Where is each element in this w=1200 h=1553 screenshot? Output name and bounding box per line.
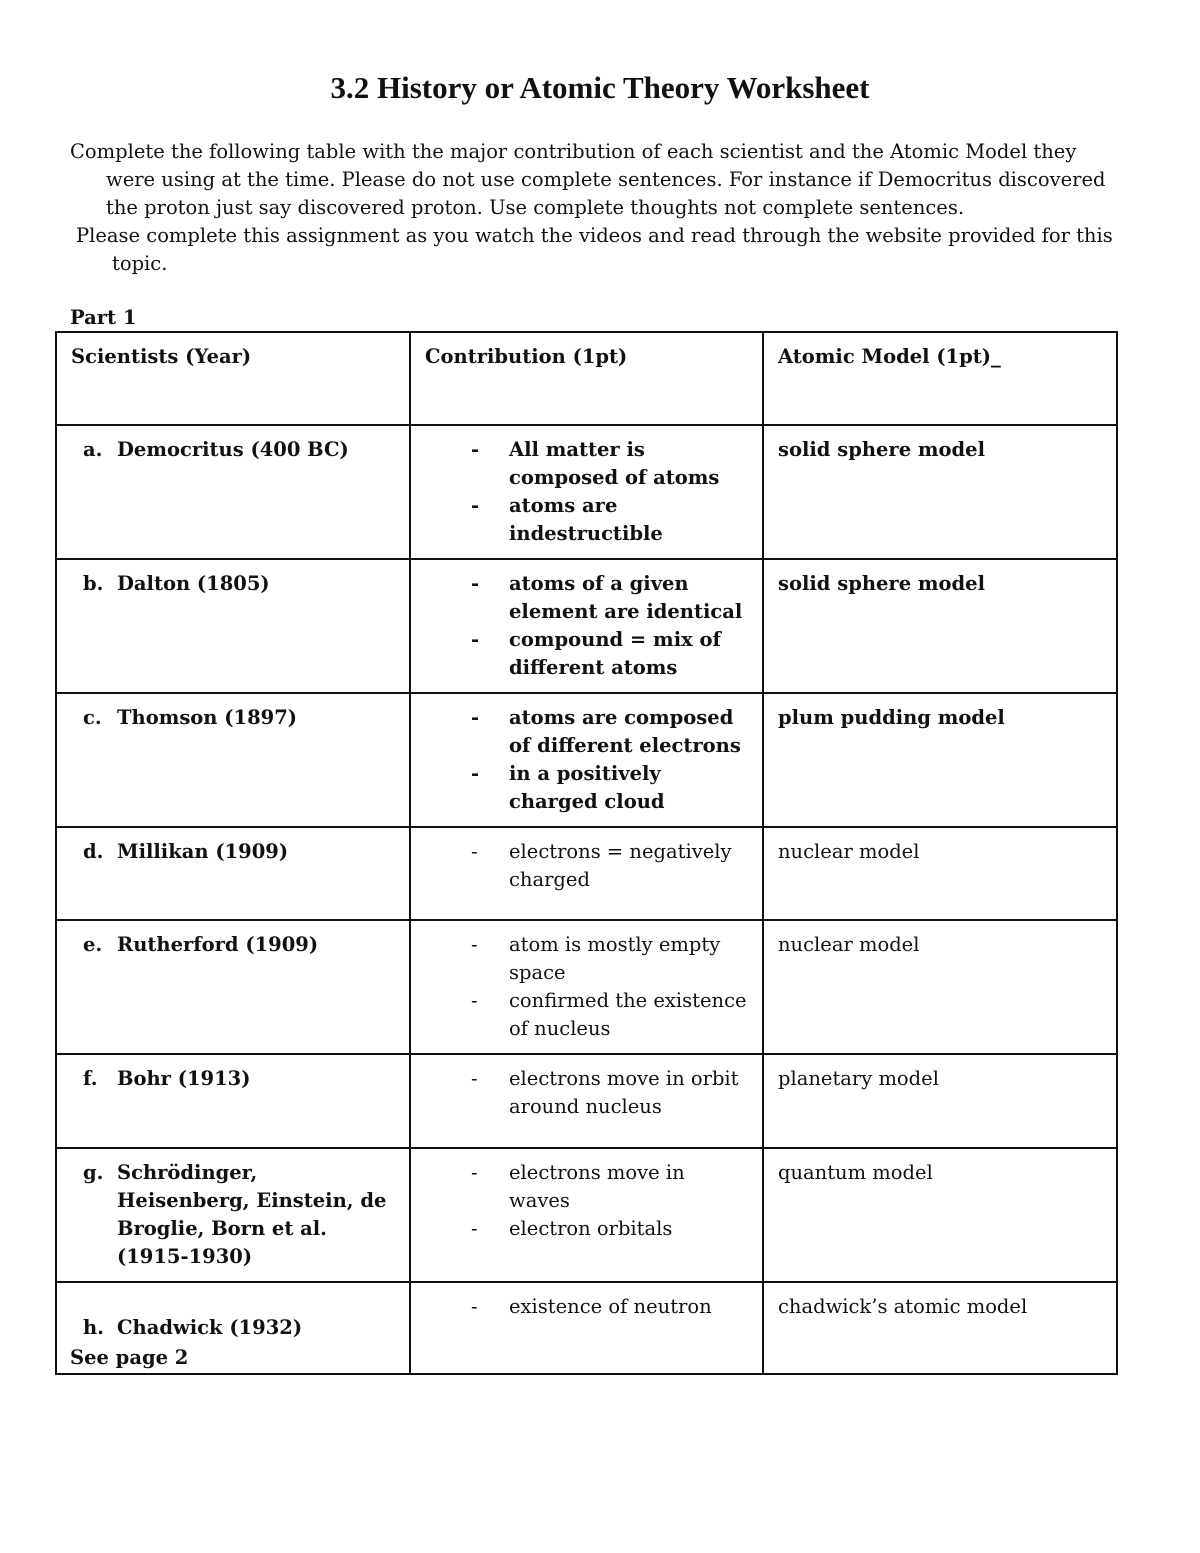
row-letter: b. <box>83 572 104 595</box>
table-header-row <box>56 332 1117 425</box>
table-row <box>56 559 1117 693</box>
contribution-cell <box>410 1054 763 1148</box>
row-letter: c. <box>83 706 102 729</box>
contribution-list <box>425 838 748 894</box>
scientist-entry <box>71 1314 395 1342</box>
table-row <box>56 920 1117 1054</box>
atomic-model-cell: quantum model <box>763 1148 1117 1282</box>
contribution-item: - atoms are indestructible <box>465 492 748 548</box>
table-row <box>56 1054 1117 1148</box>
see-page-note: See page 2 <box>70 1346 189 1369</box>
row-letter: f. <box>83 1067 98 1090</box>
table-row <box>56 693 1117 827</box>
atomic-model-cell: nuclear model <box>763 920 1117 1054</box>
row-letter: h. <box>83 1316 104 1339</box>
scientist-cell <box>56 425 410 559</box>
scientist-name: Bohr (1913) <box>117 1067 251 1090</box>
row-letter: e. <box>83 933 103 956</box>
table-row <box>56 827 1117 920</box>
table-row <box>56 1148 1117 1282</box>
scientist-name: Chadwick (1932) <box>117 1316 303 1339</box>
row-letter: a. <box>83 438 103 461</box>
contribution-item: - electron orbitals <box>465 1215 748 1243</box>
scientist-cell <box>56 693 410 827</box>
scientist-cell <box>56 1148 410 1282</box>
scientist-cell <box>56 827 410 920</box>
header-atomic-model: Atomic Model (1pt)_ <box>763 332 1117 425</box>
atomic-model-cell: chadwick’s atomic model <box>763 1282 1117 1374</box>
contribution-cell <box>410 827 763 920</box>
scientist-name: Dalton (1805) <box>117 572 270 595</box>
scientist-entry <box>71 704 395 732</box>
contribution-cell <box>410 693 763 827</box>
atomic-model-cell: nuclear model <box>763 827 1117 920</box>
scientist-name: Schrödinger, Heisenberg, Einstein, de Broglie, Born et al. (1915-1930) <box>117 1161 387 1268</box>
contribution-cell <box>410 425 763 559</box>
scientist-name: Rutherford (1909) <box>117 933 319 956</box>
contribution-cell <box>410 920 763 1054</box>
contribution-item: - atom is mostly empty space <box>465 931 748 987</box>
contribution-item: - electrons = negatively charged <box>465 838 748 894</box>
contribution-item: - electrons move in orbit around nucleus <box>465 1065 748 1121</box>
scientist-entry <box>71 1159 395 1271</box>
scientist-name: Thomson (1897) <box>117 706 298 729</box>
scientist-name: Democritus (400 BC) <box>117 438 349 461</box>
instructions-paragraph-1: Complete the following table with the major contribution of each scientist and the Atomic Model they were using at the time. Please do not use complete sentences. For instance if Democritus discovered the proton just say discovered proton. Use complete thoughts not complete sentences. <box>70 140 1106 219</box>
contribution-item: - compound = mix of different atoms <box>465 626 748 682</box>
contribution-item: - electrons move in waves <box>465 1159 748 1215</box>
scientist-cell <box>56 920 410 1054</box>
worksheet-title: 3.2 History or Atomic Theory Worksheet <box>330 70 870 105</box>
table-row <box>56 1282 1117 1374</box>
scientist-cell <box>56 559 410 693</box>
contribution-list <box>425 931 748 1043</box>
contribution-list <box>425 1293 748 1321</box>
contribution-item: - confirmed the existence of nucleus <box>465 987 748 1043</box>
part-label: Part 1 <box>70 306 137 329</box>
atomic-model-cell: plum pudding model <box>763 693 1117 827</box>
contribution-item: - atoms of a given element are identical <box>465 570 748 626</box>
scientist-entry <box>71 436 395 464</box>
instructions <box>70 138 1130 278</box>
row-letter: g. <box>83 1161 104 1184</box>
contribution-list <box>425 436 748 548</box>
contribution-item: - existence of neutron <box>465 1293 748 1321</box>
contribution-list <box>425 704 748 816</box>
contribution-list <box>425 1159 748 1243</box>
contribution-list <box>425 1065 748 1121</box>
scientist-cell <box>56 1054 410 1148</box>
instructions-paragraph-2: Please complete this assignment as you watch the videos and read through the website provided for this topic. <box>76 224 1113 275</box>
scientist-entry <box>71 931 395 959</box>
atomic-model-cell: solid sphere model <box>763 559 1117 693</box>
header-scientists: Scientists (Year) <box>56 332 410 425</box>
table-row <box>56 425 1117 559</box>
row-letter: d. <box>83 840 104 863</box>
contribution-item: - All matter is composed of atoms <box>465 436 748 492</box>
atomic-model-cell: solid sphere model <box>763 425 1117 559</box>
contribution-cell <box>410 559 763 693</box>
header-contribution: Contribution (1pt) <box>410 332 763 425</box>
contribution-item: - in a positively charged cloud <box>465 760 748 816</box>
scientist-entry <box>71 1065 395 1093</box>
scientist-table <box>55 331 1118 1375</box>
contribution-cell <box>410 1148 763 1282</box>
contribution-item: - atoms are composed of different electrons <box>465 704 748 760</box>
scientist-name: Millikan (1909) <box>117 840 289 863</box>
contribution-cell <box>410 1282 763 1374</box>
atomic-model-cell: planetary model <box>763 1054 1117 1148</box>
contribution-list <box>425 570 748 682</box>
scientist-entry <box>71 838 395 866</box>
scientist-entry <box>71 570 395 598</box>
